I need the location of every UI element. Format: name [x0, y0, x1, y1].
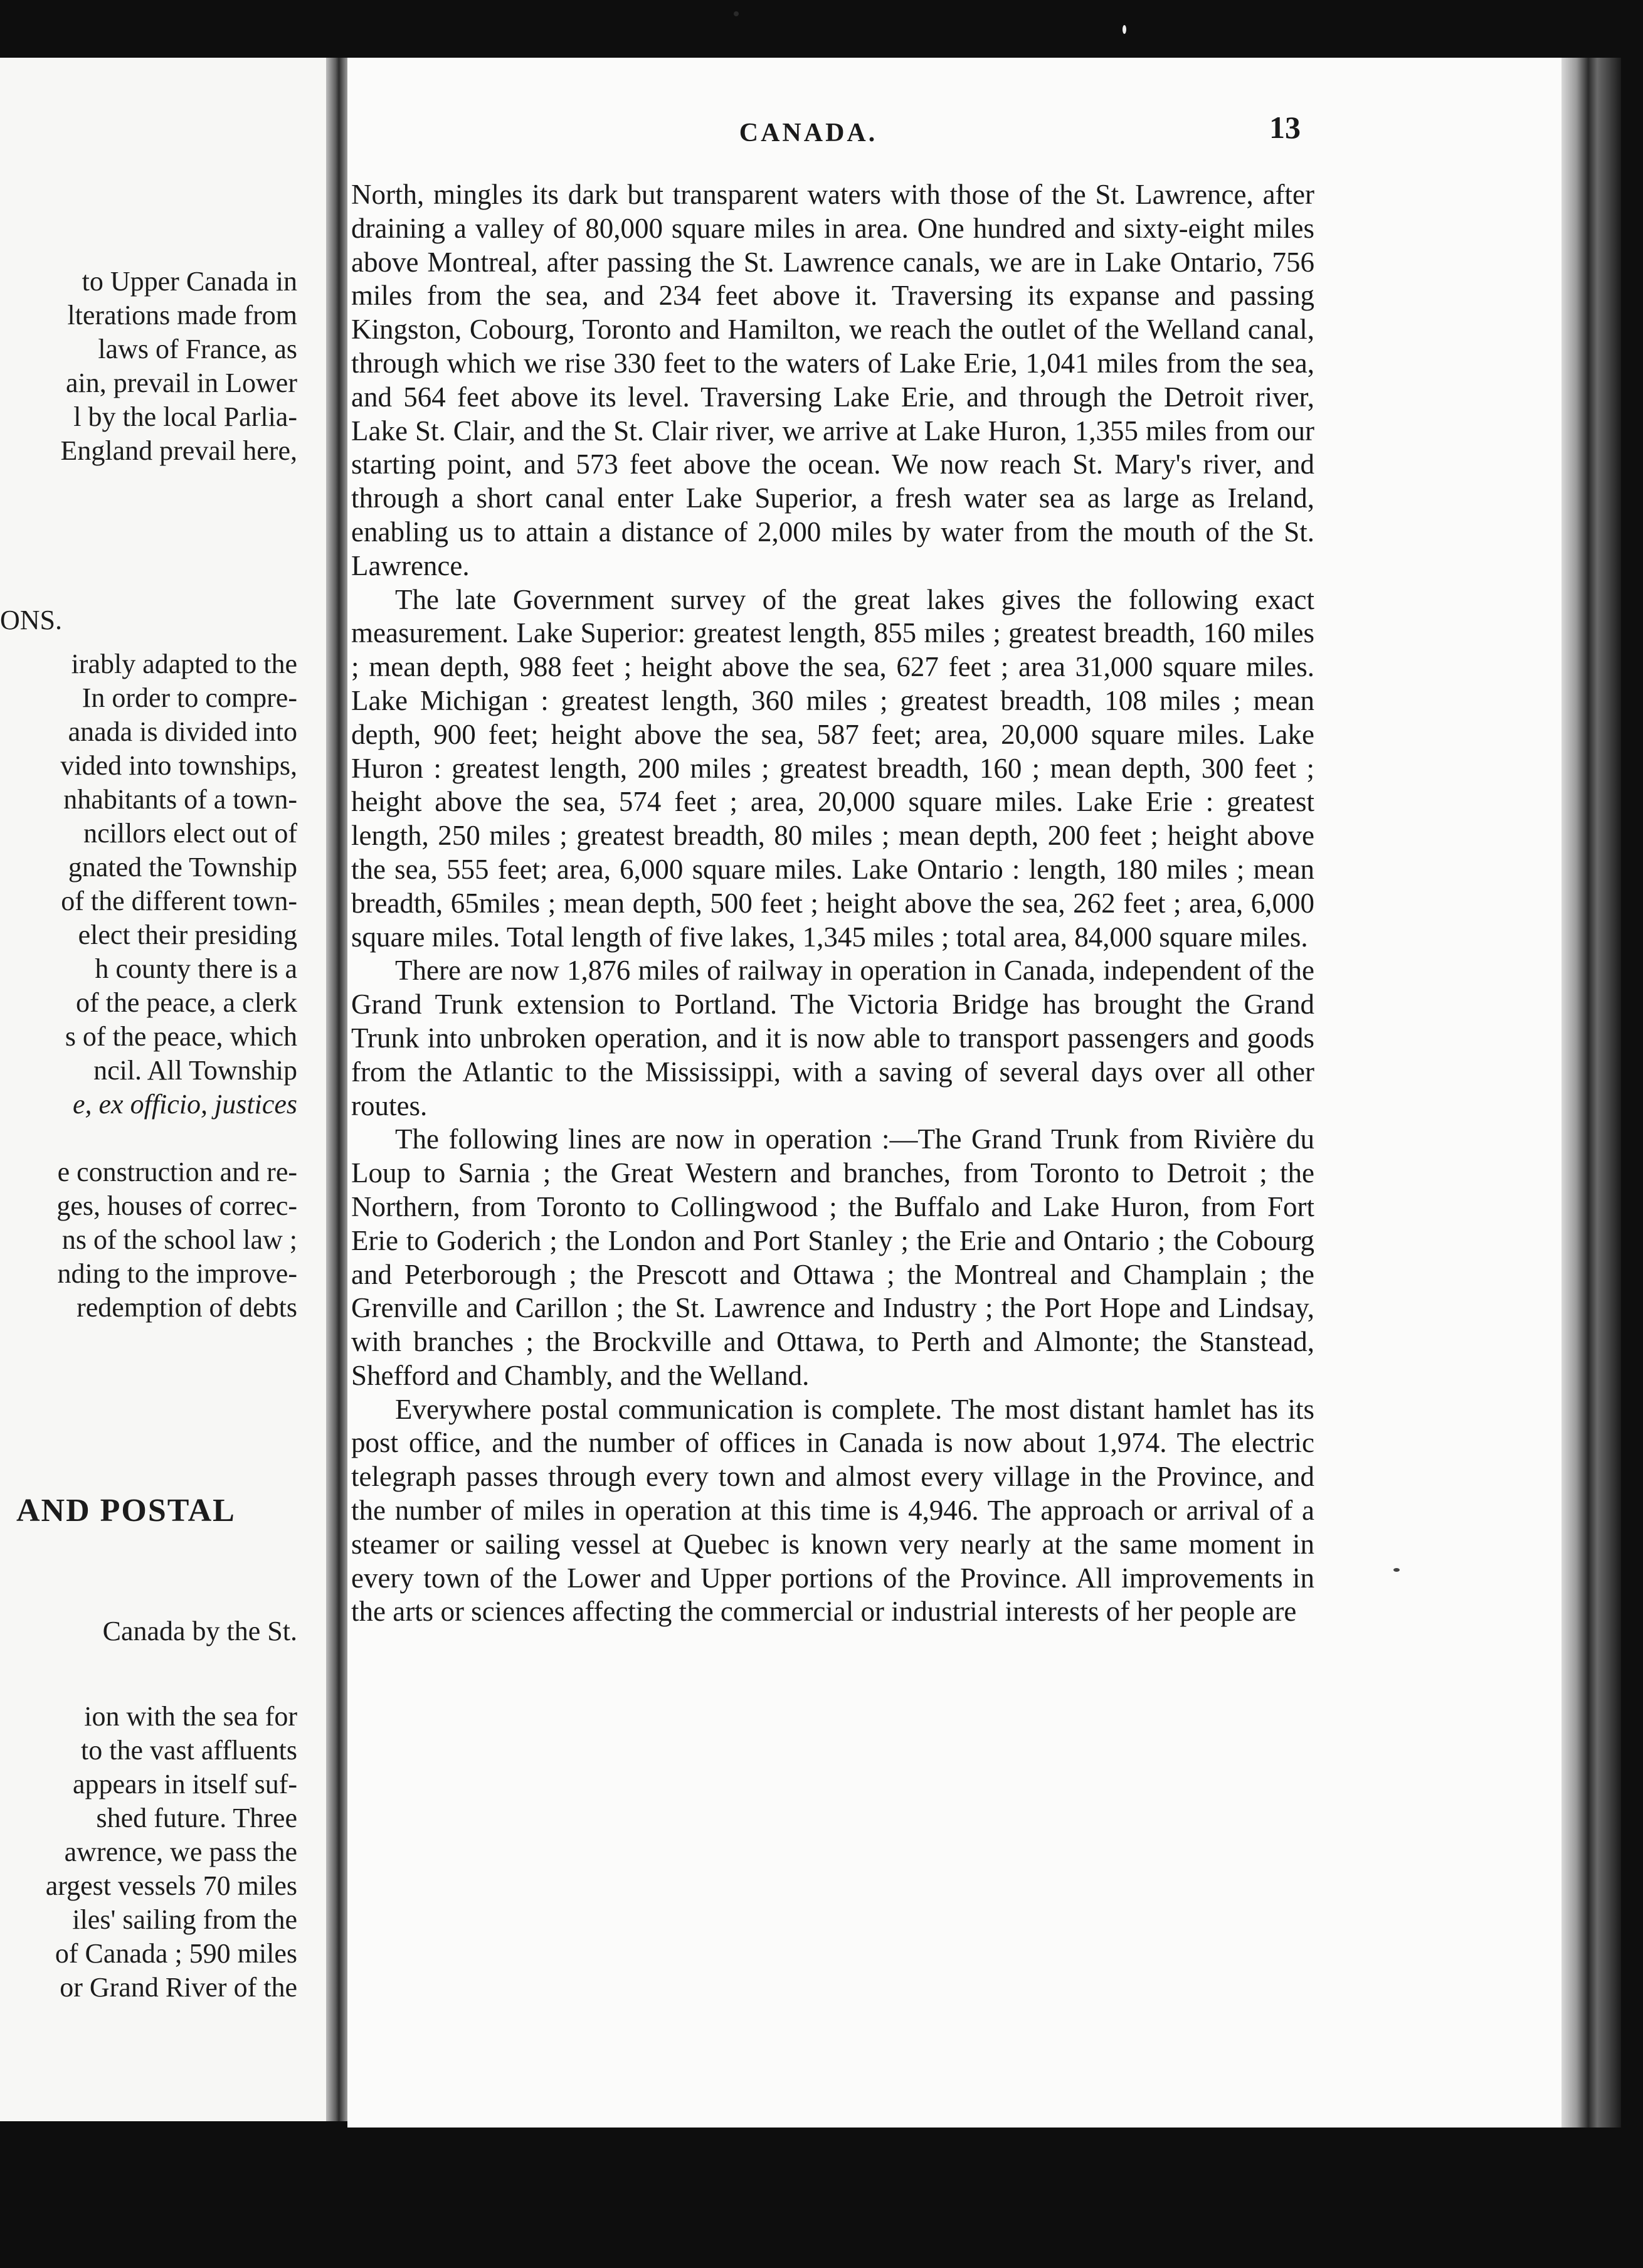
left-line: vided into townships, [60, 750, 297, 781]
left-line: ges, houses of correc- [56, 1190, 297, 1221]
paragraph: Everywhere postal communication is complete. The most distant hamlet has its post office, and the number of offices in Canada is now about 1,974. The electric telegraph passes through every town and almost every village in the Province, and the number of miles in operation at this time is 4,946. The approach or arrival of a steamer or sailing vessel at Quebec is known very nearly at the same moment in every town of the Lower and Upper portions of the Province. All improvements in the arts or sciences affecting the commercial or industrial interests of her people are [351, 1393, 1314, 1628]
left-page [0, 58, 326, 2121]
left-line: elect their presiding [78, 919, 297, 950]
left-line: s of the peace, which [65, 1021, 297, 1052]
left-line: redemption of debts [77, 1292, 297, 1323]
left-line: shed future. Three [96, 1803, 297, 1833]
running-head: CANADA. [739, 119, 878, 147]
left-line: In order to compre- [82, 682, 297, 713]
left-line: iles' sailing from the [72, 1904, 297, 1935]
scan-speck [734, 11, 739, 16]
left-section-heading-fragment: ONS. [0, 605, 63, 635]
left-line: anada is divided into [68, 716, 297, 747]
left-line: e construction and re- [57, 1157, 297, 1187]
left-line: Canada by the St. [102, 1616, 297, 1646]
paragraph: The following lines are now in operation :—The Grand Trunk from Rivière du Loup to Sarnia ; the Great Western and branches, from Toronto to Detroit ; the Northern, from Toronto to Collingwood ; the Buffalo and Lake Huron, from Fort Erie to Goderich ; the London and Port Stanley ; the Erie and Ontario ; the Cobourg and Peterborough ; the Prescott and Ottawa ; the Montreal and Champlain ; the Grenville and Carillon ; the St. Lawrence and Industry ; the Port Hope and Lindsay, with branches ; the Brockville and Ottawa, to Perth and Almonte; the Stanstead, Shefford and Chambly, and the Welland. [351, 1123, 1314, 1391]
left-line: argest vessels 70 miles [45, 1870, 297, 1901]
left-line: h county there is a [95, 953, 297, 984]
left-block-2 [0, 647, 297, 1121]
left-line: ncil. All Township [93, 1055, 297, 1086]
left-line: ain, prevail in Lower [66, 368, 297, 398]
book-gutter [326, 58, 347, 2121]
left-line: e, ex officio, justices [73, 1089, 297, 1120]
left-page-text [0, 58, 326, 2121]
left-line: of Canada ; 590 miles [55, 1938, 297, 1969]
left-line: awrence, we pass the [64, 1836, 297, 1867]
left-block-5 [0, 1700, 297, 2005]
left-line: l by the local Parlia- [73, 401, 297, 432]
body-text [351, 178, 1314, 1629]
left-line: ncillors elect out of [83, 818, 297, 849]
left-line: England prevail here, [60, 435, 297, 466]
paragraph: The late Government survey of the great lakes gives the following exact measurement. Lake Superior: greatest length, 855 miles ; greatest breadth, 160 miles ; mean depth, 988 feet ; height above the sea, 627 feet ; area 31,000 square miles. Lake Michigan : greatest length, 360 miles ; greatest breadth, 108 miles ; mean depth, 900 feet; height above the sea, 587 feet; area, 20,000 square miles. Lake Huron : greatest length, 200 miles ; greatest breadth, 160 ; mean depth, 300 feet ; height above the sea, 574 feet ; area, 20,000 square miles. Lake Erie : greatest length, 250 miles ; greatest breadth, 80 miles ; mean depth, 200 feet ; height above the sea, 555 feet; area, 6,000 square miles. Lake Ontario : length, 180 miles ; mean breadth, 65miles ; mean depth, 500 feet ; height above the sea, 262 feet ; area, 6,000 square miles. Total length of five lakes, 1,345 miles ; total area, 84,000 square miles. [351, 583, 1314, 953]
scan-speck [1123, 25, 1126, 34]
left-line: appears in itself suf- [73, 1769, 297, 1799]
left-line: nhabitants of a town- [63, 784, 297, 815]
right-page [347, 58, 1561, 2128]
left-block-1 [0, 265, 297, 468]
left-line: lterations made from [67, 300, 297, 331]
left-line: of the different town- [61, 886, 297, 916]
paragraph: There are now 1,876 miles of railway in operation in Canada, independent of the Grand Trunk extension to Portland. The Victoria Bridge has brought the Grand Trunk into unbroken operation, and it is now able to transport passengers and goods from the Atlantic to the Mississippi, with a saving of several days over all other routes. [351, 955, 1314, 1121]
left-line: gnated the Township [68, 852, 297, 882]
left-line: nding to the improve- [57, 1258, 297, 1289]
scan-speck [1393, 1568, 1400, 1572]
left-line: laws of France, as [98, 334, 297, 364]
left-block-4 [0, 1614, 297, 1648]
left-block-3 [0, 1155, 297, 1325]
left-line: or Grand River of the [60, 1972, 297, 2003]
left-line: to Upper Canada in [82, 266, 297, 297]
left-line: ns of the school law ; [61, 1224, 297, 1255]
book-binding-edge [1561, 58, 1621, 2128]
left-line: to the vast affluents [81, 1735, 297, 1766]
page-number: 13 [1269, 110, 1301, 145]
left-section-heading: AND POSTAL [16, 1493, 236, 1529]
left-line: irably adapted to the [71, 649, 297, 679]
left-line: of the peace, a clerk [76, 987, 297, 1018]
paragraph: North, mingles its dark but transparent waters with those of the St. Lawrence, after draining a valley of 80,000 square miles in area. One hundred and sixty-eight miles above Montreal, after passing the St. Lawrence canals, we are in Lake Ontario, 756 miles from the sea, and 234 feet above it. Traversing its expanse and passing Kingston, Cobourg, Toronto and Hamilton, we reach the outlet of the Welland canal, through which we rise 330 feet to the waters of Lake Erie, 1,041 miles from the sea, and 564 feet above its level. Traversing Lake Erie, and through the Detroit river, Lake St. Clair, and the St. Clair river, we arrive at Lake Huron, 1,355 miles from our starting point, and 573 feet above the ocean. We now reach St. Mary's river, and through a short canal enter Lake Superior, a fresh water sea as large as Ireland, enabling us to attain a distance of 2,000 miles by water from the mouth of the St. Lawrence. [351, 179, 1314, 581]
left-line: ion with the sea for [84, 1701, 297, 1732]
